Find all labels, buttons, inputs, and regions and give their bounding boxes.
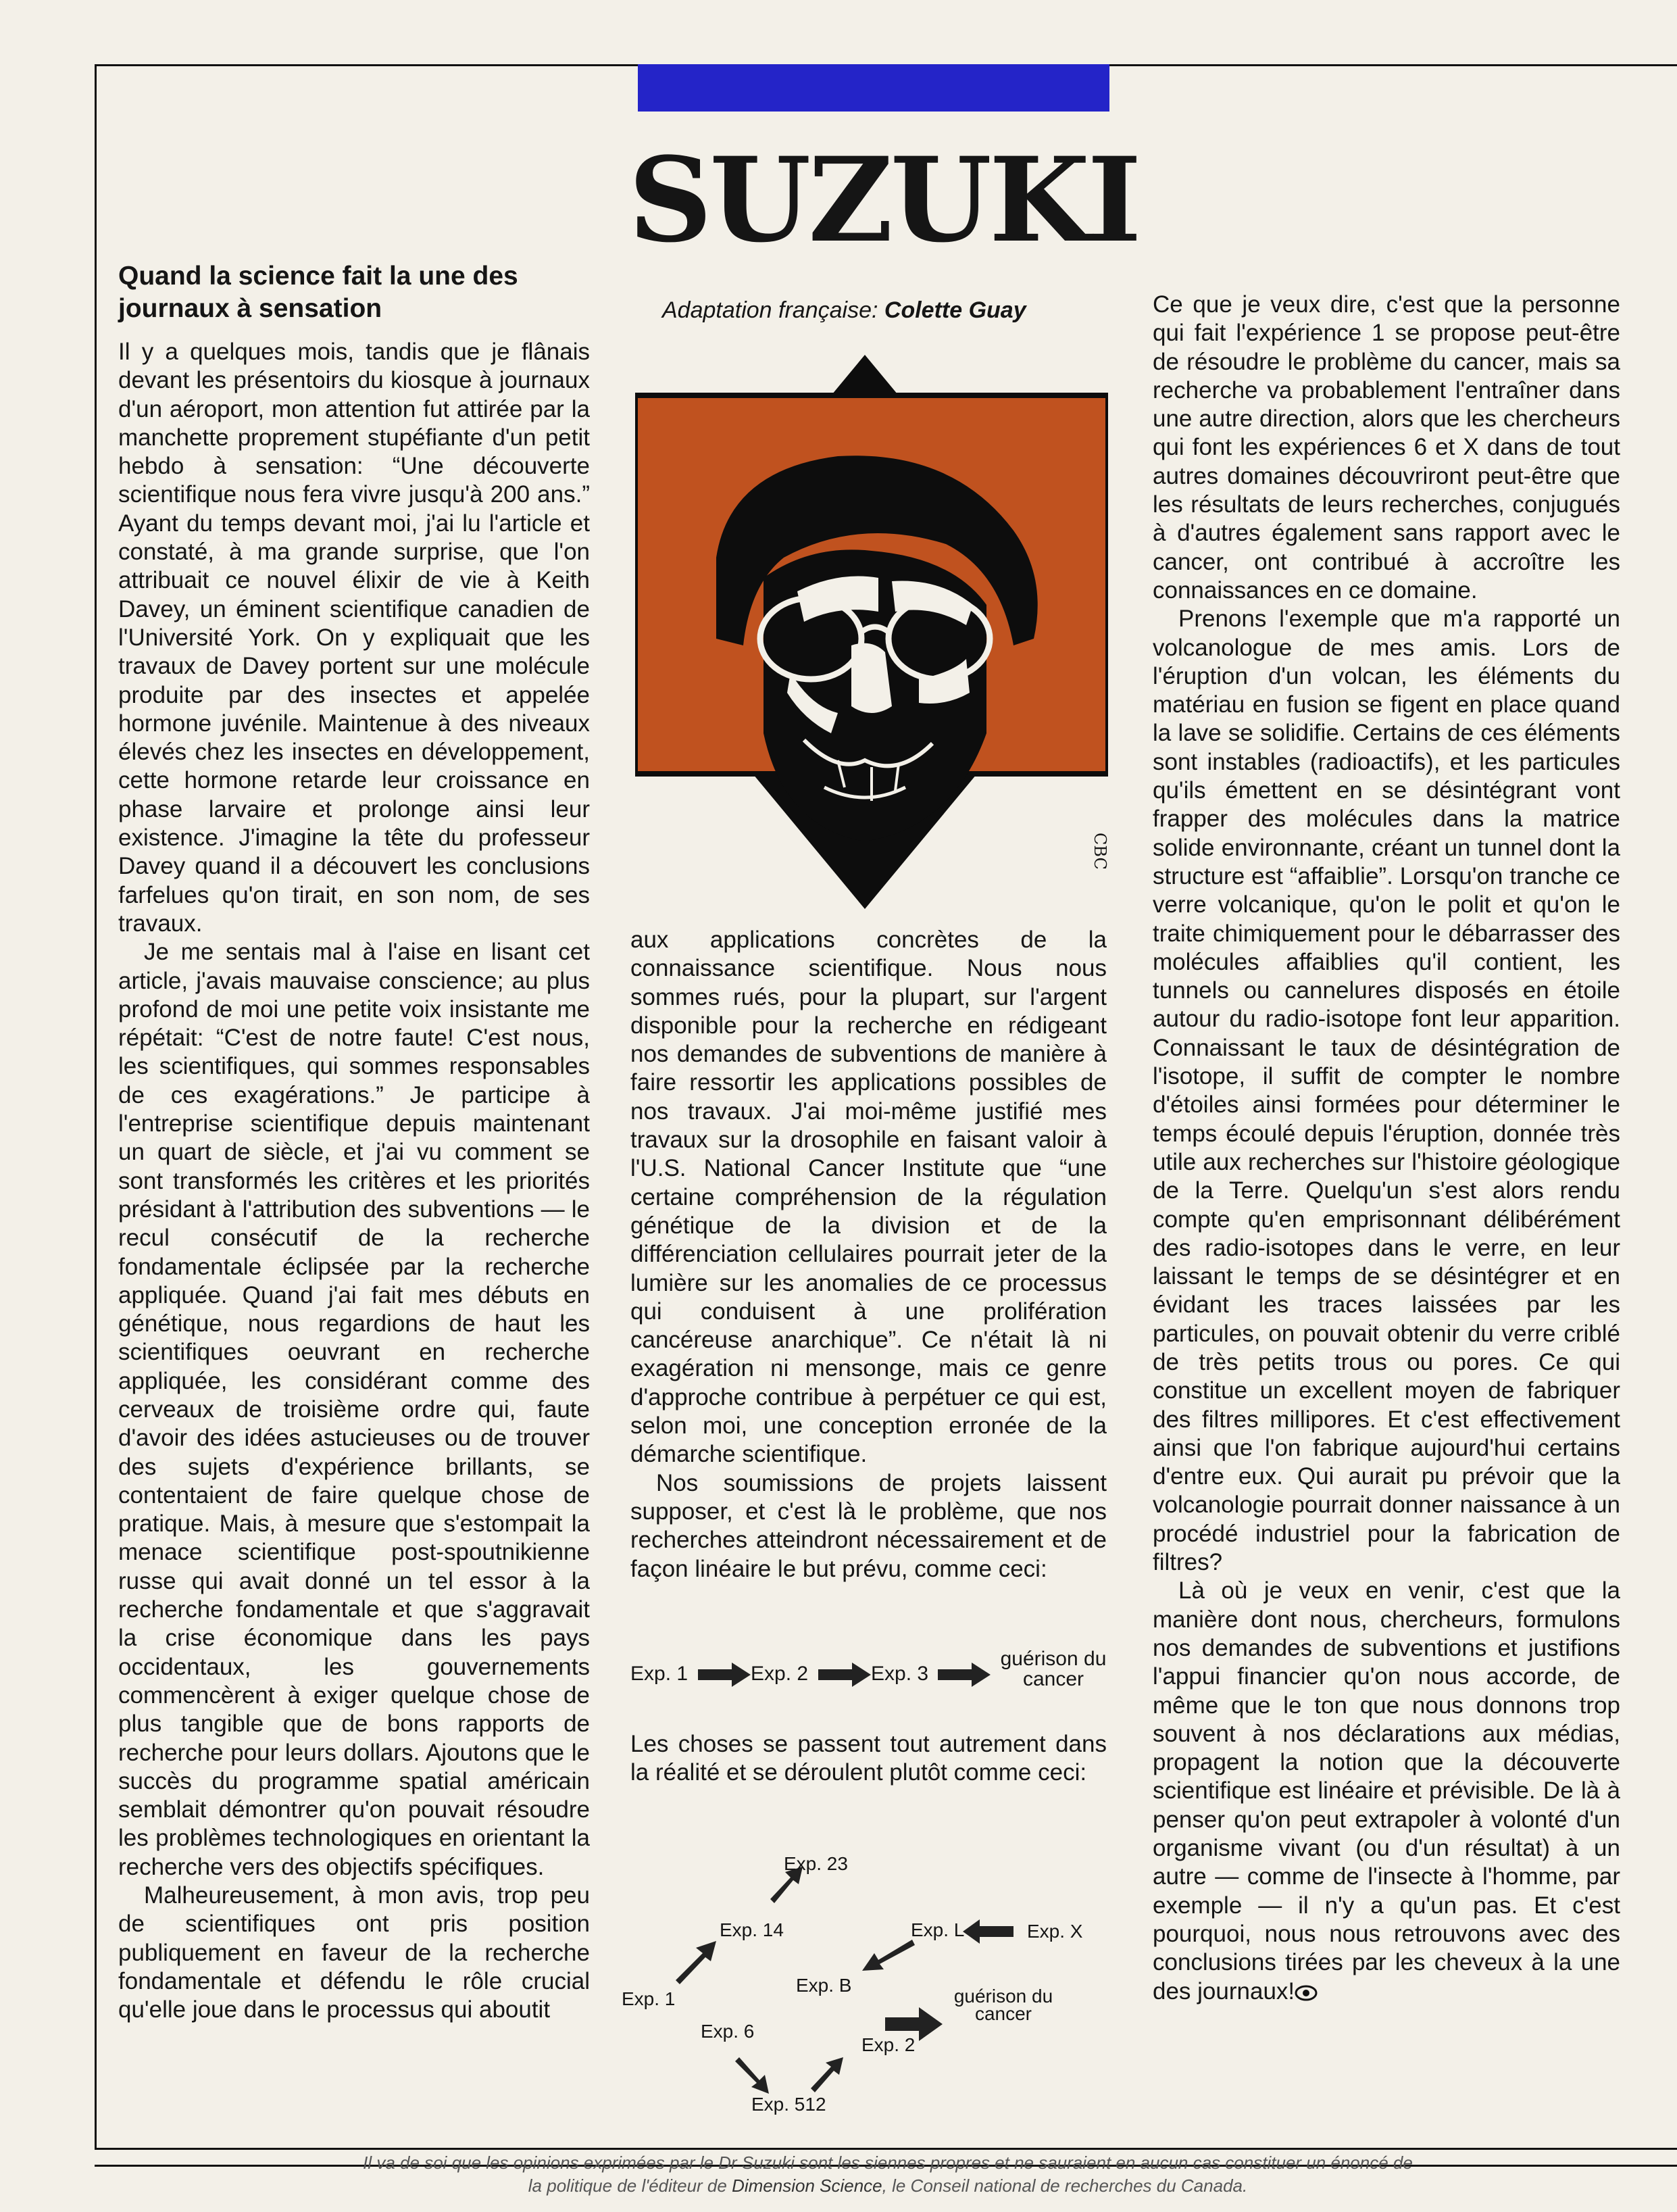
disclaimer-footer: [95, 2151, 1677, 2197]
diagram-exp-l: Exp. L: [911, 1919, 965, 1940]
byline-name: Colette Guay: [884, 297, 1026, 323]
publication-name: Dimension Science: [732, 2176, 882, 2196]
middle-column-continued: [630, 1730, 1107, 1788]
portrait-illustration: [635, 355, 1108, 909]
arrow-right-icon: [818, 1661, 872, 1688]
paragraph: aux applications concrètes de la connaissance scientifique. Nous nous sommes rués, pour la plupart, sur l'argent disponible pour la recherche en rédigeant nos demandes de subventions de manière à faire ressortir les applications possibles de nos travaux. J'ai moi-même justifié mes travaux sur la drosophile en faisant valoir à l'U.S. National Cancer Institute que “une certaine compréhension de la régulation génétique de la division et de la différenciation cellulaires pourrait jeter de la lumière sur les anomalies de ce processus qui conduisent à une prolifération cancéreuse anarchique”. Ce n'était là ni exagération ni mensonge, mais ce genre d'approche contribue à perpétuer ce qui est, selon moi, une conception erronée de la démarche scientifique.: [630, 927, 1107, 1468]
diagram-exp-512: Exp. 512: [751, 2094, 826, 2115]
page-title: SUZUKI: [628, 131, 1139, 268]
diagram-goal-line1: guérison du: [953, 1986, 1053, 2007]
paragraph: Nos soumissions de projets laissent supposer, et c'est là le problème, que nos recherches atteindront nécessairement et de façon linéaire le but prévu, comme ceci:: [630, 1469, 1107, 1582]
arrow-right-icon: [938, 1661, 992, 1688]
paragraph: Prenons l'exemple que m'a rapporté un volcanologue de mes amis. Lors de l'éruption d'un volcan, les éléments du matériau en fusion se figent en place quand la lave se solidifie. Certains de ces éléments sont instables (radioactifs), et les particules qu'ils émettent en se désintégrant vont frapper des molécules dans la matrice solide environnante, créant un tunnel dont la structure est “affaiblie”. Lorsqu'on tranche ce verre volcanique, qu'on le polit et qu'on le traite chimiquement pour le débarrasser des molécules affaiblies qu'il contient, les tunnels ou cannelures disposés en étoile autour du radio-isotope font leur apparition. Connaissant le taux de désintégration de l'isotope, il suffit de compter le nombre d'étoiles ainsi formées pour déterminer le temps écoulé depuis l'éruption, donnée très utile aux recherches sur l'histoire géologique de la Terre. Quelqu'un s'est alors rendu compte qu'en emprisonnant délibérément des radio-isotopes dans le verre, en leur laissant le temps de se désintégrer et en évidant les traces laissées par les particules, on pouvait obtenir du verre criblé de très petits trous ou pores. Ce qui constitue un excellent moyen de fabriquer des filtres millipores. Et c'est effectivement ainsi que l'on fabrique aujourd'hui certains d'entre eux. Qui aurait pu prévoir que la volcanologie pourrait donner naissance à un procédé industriel pour la fabrication de filtres?: [1153, 606, 1620, 1576]
diagram-exp-x: Exp. X: [1027, 1921, 1083, 1942]
arrow-right-icon: [698, 1661, 752, 1688]
byline-prefix: Adaptation française:: [662, 297, 878, 323]
paragraph: [1153, 1577, 1620, 2005]
flow-step-1: Exp. 1: [630, 1663, 689, 1685]
paragraph: Malheureusement, à mon avis, trop peu de scientifiques ont pris position publiquement en faveur de la recherche fondamentale et défendu le rôle crucial qu'elle joue dans le processus qui aboutit: [118, 1882, 590, 2023]
photo-credit: CBC: [1091, 833, 1109, 870]
paragraph: Il y a quelques mois, tandis que je flânais devant les présentoirs du kiosque à journaux d'un aéroport, mon attention fut attirée par la manchette proprement stupéfiante d'un petit hebdo à sensation: “Une découverte scientifique nous fera vivre jusqu'à 200 ans.” Ayant du temps devant moi, j'ai lu l'article et constaté, à ma grande surprise, que l'on attribuait ce nouvel élixir de vie à Keith Davey, un éminent scientifique canadien de l'Université York. On y expliquait que les travaux de Davey portent sur une molécule produite par des insectes et appelée hormone juvénile. Maintenue à des niveaux élevés chez les insectes en développement, cette hormone retarde leur croissance en phase larvaire et prolonge ainsi leur existence. J'imagine la tête du professeur Davey quand il a découvert les conclusions farfelues qu'on tirait, en son nom, de ses travaux.: [118, 339, 590, 937]
diagram-exp-23: Exp. 23: [784, 1853, 848, 1874]
right-column: [1153, 291, 1620, 2006]
diagram-exp-1: Exp. 1: [622, 1988, 676, 2009]
paragraph: Les choses se passent tout autrement dans la réalité et se déroulent plutôt comme ceci:: [630, 1731, 1107, 1786]
diagram-exp-b: Exp. B: [796, 1975, 852, 1996]
diagram-exp-2: Exp. 2: [861, 2034, 916, 2055]
branching-flow-diagram: [622, 1818, 1122, 2122]
accent-bar: [638, 64, 1109, 112]
middle-column: [630, 926, 1107, 1583]
left-column: [118, 338, 590, 2025]
disclaimer-suffix: , le Conseil national de recherches du Canada.: [882, 2176, 1248, 2196]
article-headline: Quand la science fait la une des journaux à sensation: [118, 262, 518, 323]
flow-step-2: Exp. 2: [751, 1663, 809, 1685]
end-mark-icon: [1295, 1984, 1318, 2001]
disclaimer-line-1: Il va de soi que les opinions exprimées par le Dr Suzuki sont les siennes propres et ne sauraient en aucun cas constituer un énoncé de: [363, 2153, 1413, 2173]
disclaimer-prefix: la politique de l'éditeur de: [528, 2176, 727, 2196]
paragraph-text: Là où je veux en venir, c'est que la manière dont nous, chercheurs, formulons nos demandes de subventions et justifions l'appui financier qu'on nous accorde, de même que le ton que nous donnons trop souvent à nos déclarations aux médias, propagent la notion que la découverte scientifique est linéaire et prévisible. De là à penser qu'on peut extrapoler à volonté d'un organisme vivant (ou d'un résultat) à un autre — comme de l'insecte à l'homme, par exemple — il n'y a qu'un pas. Et c'est pourquoi, nous nous retrouvons avec des conclusions tirées par les cheveux à la une des journaux!: [1153, 1577, 1620, 2005]
linear-flow-diagram: [630, 1642, 1117, 1696]
diagram-goal-line2: cancer: [974, 2003, 1032, 2024]
diagram-exp-14: Exp. 14: [720, 1919, 784, 1940]
byline: [662, 297, 1026, 324]
diagram-exp-6: Exp. 6: [701, 2021, 755, 2042]
flow-goal-line1: guérison du: [1000, 1648, 1107, 1670]
paragraph: Je me sentais mal à l'aise en lisant cet article, j'avais mauvaise conscience; au plus profond de moi une petite voix insistante me répétait: “C'est de notre faute! C'est nous, les scientifiques, qui sommes responsables de ces exagérations.” Je participe à l'entreprise scientifique depuis maintenant un quart de siècle, et j'ai vu comment se sont transformés les critères et les priorités présidant à l'attribution des subventions — le recul consécutif de la recherche fondamentale éclipsée par la recherche appliquée. Quand j'ai fait mes débuts en génétique, nous regardions de haut les scientifiques oeuvrant en recherche appliquée, les considérant comme des cerveaux de troisième ordre qui, faute d'avoir des idées astucieuses ou de trouver des sujets d'expérience brillants, se contentaient de faire quelque chose de pratique. Mais, à mesure que s'estompait la menace scientifique post-spoutnikienne russe qui avait donné un tel essor à la recherche fondamentale et que s'aggravait la crise économique dans les pays occidentaux, les gouvernements commencèrent à exiger quelque chose de plus tangible que de bons rapports de recherche pour leurs dollars. Ajoutons que le succès du programme spatial américain semblait démontrer qu'on pouvait résoudre les problèmes technologiques en orientant la recherche vers des objectifs spécifiques.: [118, 939, 590, 1880]
diagram-arrows: [622, 1818, 1122, 2122]
disclaimer-line-2: [95, 2174, 1677, 2197]
flow-step-3: Exp. 3: [871, 1663, 929, 1685]
paragraph: Ce que je veux dire, c'est que la personne qui fait l'expérience 1 se propose peut-être de résoudre le problème du cancer, mais sa recherche va probablement l'entraîner dans une autre direction, alors que les chercheurs qui font les expériences 6 et X dans de tout autres domaines découvriront peut-être que les résultats de leurs recherches, conjugués à d'autres également sans rapport avec le cancer, ont contribué à accroître les connaissances en ce domaine.: [1153, 291, 1620, 604]
flow-goal-line2: cancer: [1022, 1668, 1084, 1690]
